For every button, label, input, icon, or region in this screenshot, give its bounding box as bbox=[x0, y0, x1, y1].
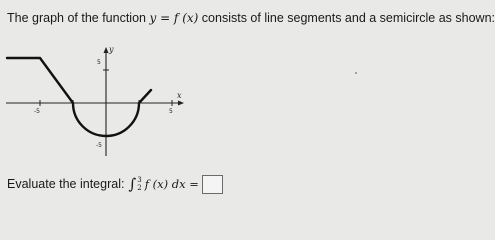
y-axis-label: y bbox=[109, 45, 114, 54]
y-tick-label: 5 bbox=[97, 59, 101, 66]
integral-question bbox=[7, 172, 307, 196]
question-text: Evaluate the integral: bbox=[7, 177, 125, 191]
answer-input[interactable] bbox=[202, 175, 223, 194]
function-notation: y = f (x) bbox=[149, 11, 199, 25]
integral-limits bbox=[137, 176, 141, 192]
upper-limit: 3 bbox=[137, 176, 142, 184]
integrand: f (x) dx = bbox=[144, 177, 199, 191]
function-curve bbox=[7, 58, 151, 136]
integral-sign: ∫ bbox=[128, 175, 137, 193]
y-axis-arrow bbox=[104, 47, 109, 53]
prompt-lead: The graph of the function bbox=[7, 11, 150, 25]
prompt-tail: consists of line segments and a semicircle as shown: bbox=[198, 11, 495, 25]
x-axis-arrow bbox=[178, 101, 184, 106]
negative-y-tick-label: -5 bbox=[96, 142, 102, 149]
stray-dot bbox=[355, 72, 357, 74]
lower-limit: 2 bbox=[137, 184, 142, 192]
problem-statement bbox=[7, 10, 495, 26]
function-graph bbox=[0, 38, 200, 163]
x-tick-label: 5 bbox=[169, 108, 173, 115]
negative-x-tick-label: -5 bbox=[34, 108, 40, 115]
x-axis-label: x bbox=[177, 91, 182, 100]
